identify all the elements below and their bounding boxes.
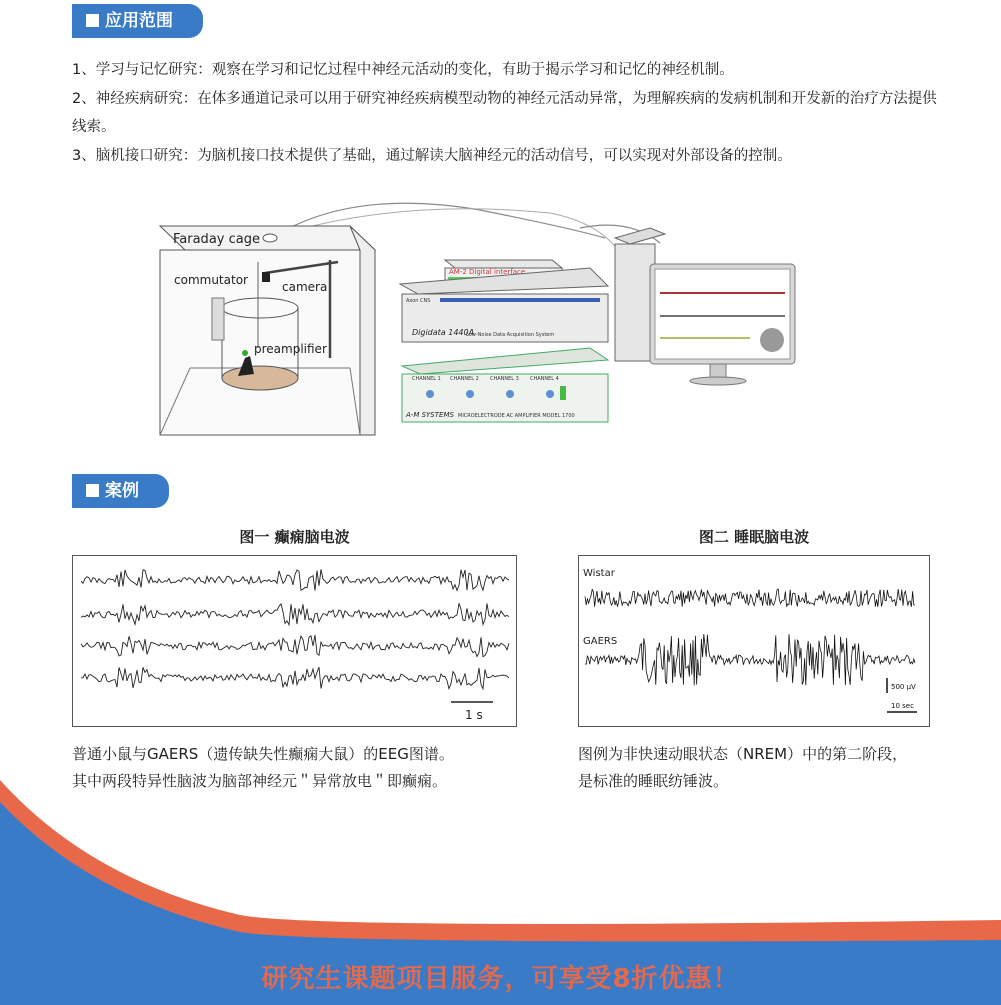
application-item-3: 3、脑机接口研究：为脑机接口技术提供了基础，通过解读大脑神经元的活动信号，可以实现对外部设备的控制。 xyxy=(72,148,792,164)
figure1-eeg-box xyxy=(72,555,517,727)
figure1-eeg-plot xyxy=(73,556,516,726)
application-item-2: 2、神经疾病研究：在体多通道记录可以用于研究神经疾病模型动物的神经元活动异常，为理解疾病的发病机制和开发新的治疗方法提供线索。 xyxy=(72,91,937,135)
square-bullet-icon xyxy=(86,14,99,27)
digidata-label: Digidata 1440A xyxy=(412,328,475,337)
digidata-sub-label: Low-Noise Data Acquisition System xyxy=(466,332,555,338)
section-title: 案例 xyxy=(105,481,139,501)
caption-line: 普通小鼠与GAERS（遗传缺失性癫痫大鼠）的EEG图谱。 xyxy=(72,745,454,763)
section-tag-application xyxy=(72,4,203,38)
time-scale-label: 10 sec xyxy=(891,702,914,710)
square-bullet-icon xyxy=(86,484,99,497)
commutator-label: commutator xyxy=(174,273,248,287)
section-tag-cases xyxy=(72,474,169,508)
faraday-cage xyxy=(160,226,375,435)
eeg-trace-1 xyxy=(81,569,509,590)
wistar-trace xyxy=(585,589,915,607)
channel1-label: CHANNEL 1 xyxy=(412,376,441,382)
figure2-title: 图二 睡眠脑电波 xyxy=(698,528,810,546)
section-title: 应用范围 xyxy=(105,11,173,31)
caption-line: 是标准的睡眠纺锤波。 xyxy=(578,772,729,790)
amplifier-model-label: MICROELECTRODE AC AMPLIFIER MODEL 1700 xyxy=(458,413,575,419)
application-item-1: 1、学习与记忆研究：观察在学习和记忆过程中神经元活动的变化，有助于揭示学习和记忆的神经机制。 xyxy=(72,62,734,78)
eeg-trace-2 xyxy=(81,603,509,625)
caption-line: 其中两段特异性脑波为脑部神经元＂异常放电＂即癫痫。 xyxy=(72,772,448,790)
digital-interface-label: AM-2 Digital interface xyxy=(449,268,526,276)
faraday-cage-label: Faraday cage xyxy=(173,232,260,247)
channel2-label: CHANNEL 2 xyxy=(450,376,479,382)
channel4-label: CHANNEL 4 xyxy=(530,376,559,382)
digidata-unit xyxy=(400,260,608,342)
wistar-label: Wistar xyxy=(583,568,615,579)
eeg-trace-3 xyxy=(81,635,509,657)
gaers-trace xyxy=(585,634,915,685)
computer xyxy=(615,228,795,385)
amsystems-label: A-M SYSTEMS xyxy=(406,411,454,419)
caption-line: 图例为非快速动眼状态（NREM）中的第二阶段， xyxy=(578,745,908,763)
figure1-title: 图一 癫痫脑电波 xyxy=(239,528,350,546)
camera-label: camera xyxy=(282,280,328,294)
amplifier-unit xyxy=(402,348,608,422)
figure2-eeg-box xyxy=(578,555,930,727)
preamplifier-label: preamplifier xyxy=(254,342,327,356)
axon-label: Axon CNS xyxy=(406,298,431,304)
recording-setup-diagram xyxy=(150,198,810,446)
figure2-eeg-plot xyxy=(579,556,929,726)
time-scale-label: 1 s xyxy=(465,708,483,722)
gaers-label: GAERS xyxy=(583,636,618,647)
channel3-label: CHANNEL 3 xyxy=(490,376,519,382)
voltage-scale-label: 500 μV xyxy=(891,683,916,691)
eeg-trace-4 xyxy=(81,667,509,689)
footer-promo: 研究生课题项目服务，可享受8折优惠！ xyxy=(261,964,740,994)
